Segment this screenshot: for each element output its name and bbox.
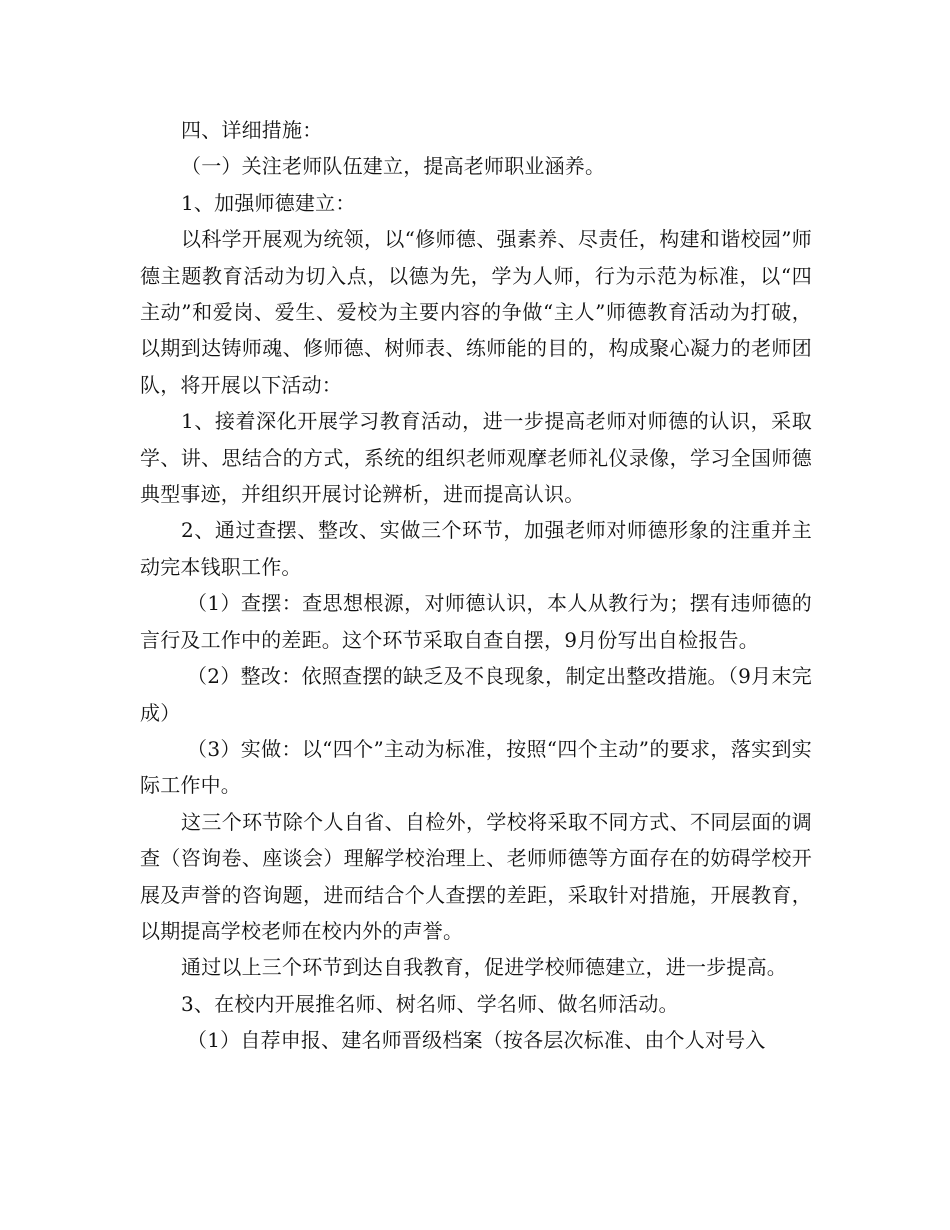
body-paragraph: 以科学开展观为统领，以“修师德、强素养、尽责任，构建和谐校园”师德主题教育活动为切入点，以德为先，学为人师，行为示范为标准，以“四主动”和爱岗、爱生、爱校为主要内容的争做“主人”师德教育活动为打破，以期到达铸师魂、修师德、树师表、练师能的目的，构成聚心凝力的老师团队，将开展以下活动： [140,227,812,397]
sub-list-item: （1）查摆：查思想根源，对师德认识，本人从教行为；摆有违师德的言行及工作中的差距。这个环节采取自查自摆，9月份写出自检报告。 [140,591,812,652]
list-item: 3、在校内开展推名师、树名师、学名师、做名师活动。 [181,991,679,1016]
document-page [140,112,812,1059]
sub-list-item: （3）实做：以“四个”主动为标准，按照“四个主动”的要求，落实到实际工作中。 [140,736,812,798]
sub-list-item: （1）自荐申报、建名师晋级档案（按各层次标准、由个人对号入 [187,1028,766,1053]
list-item: 2、通过查摆、整改、实做三个环节，加强老师对师德形象的注重并主动完本钱职工作。 [140,518,812,579]
body-paragraph: 这三个环节除个人自省、自检外，学校将采取不同方式、不同层面的调查（咨询卷、座谈会）理解学校治理上、老师师德等方面存在的妨碍学校开展及声誉的咨询题，进而结合个人查摆的差距，采取针对措施，开展教育，以期提高学校老师在校内外的声誉。 [140,809,812,943]
subsection-heading: （一）关注老师队伍建立，提高老师职业涵养。 [181,154,606,179]
list-item: 1、接着深化开展学习教育活动，进一步提高老师对师德的认识，采取学、讲、思结合的方式，系统的组织老师观摩老师礼仪录像，学习全国师德典型事迹，并组织开展讨论辨析，进而提高认识。 [140,409,812,507]
item-heading: 1、加强师德建立： [181,190,356,215]
sub-list-item: （2）整改：依照查摆的缺乏及不良现象，制定出整改措施。（9月末完成） [140,664,812,725]
section-heading: 四、详细措施： [181,118,323,142]
body-paragraph: 通过以上三个环节到达自我教育，促进学校师德建立，进一步提高。 [181,955,787,980]
